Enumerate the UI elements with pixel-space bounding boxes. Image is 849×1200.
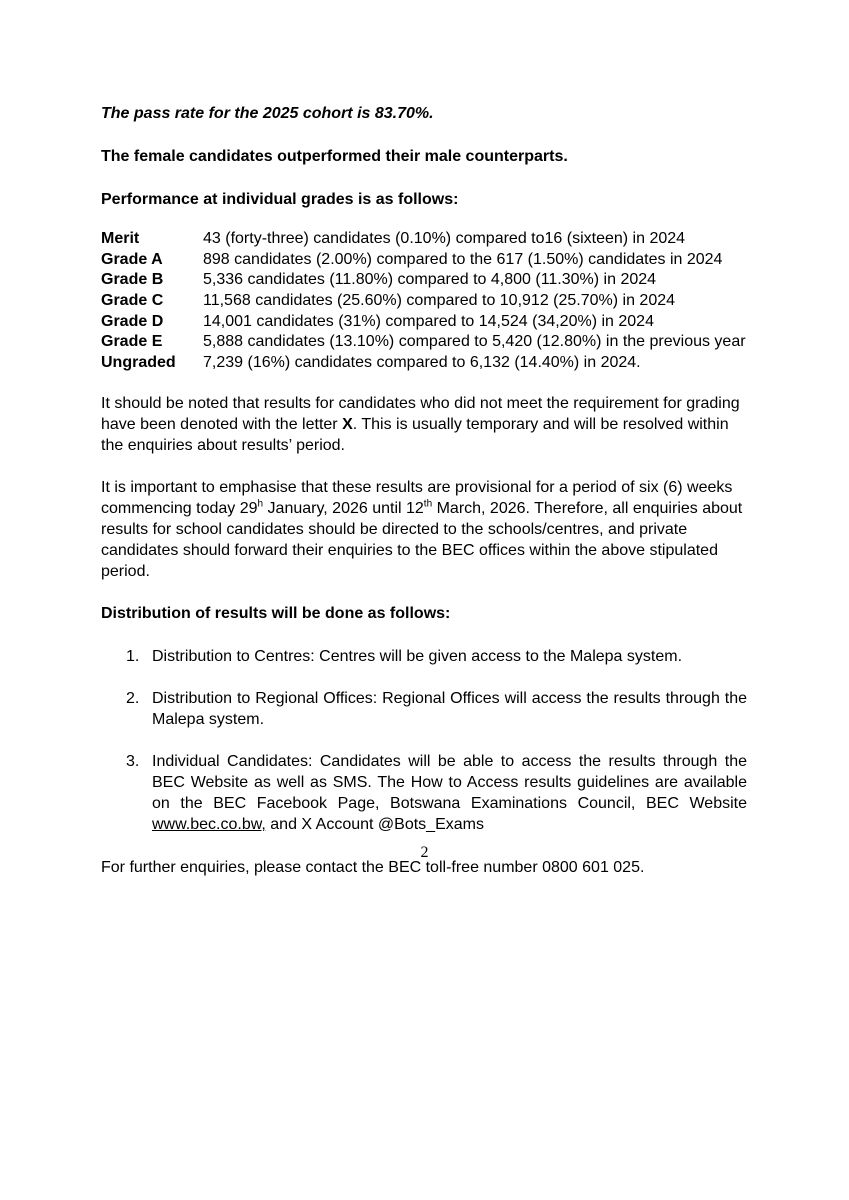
grade-row-e — [101, 331, 747, 352]
page-number: 2 — [420, 844, 429, 861]
note-x-letter: X — [342, 415, 353, 433]
list-number: 1. — [126, 647, 140, 665]
distribution-item-regional — [101, 688, 747, 730]
grade-name: Grade A — [101, 250, 163, 268]
distribution-heading: Distribution of results will be done as follows: — [101, 604, 451, 622]
grade-row-a — [101, 249, 747, 270]
list-text-tail: and X Account @Bots_Exams — [265, 815, 484, 833]
provisional-part1: It is important to emphasise that these results are provisional for a period of six (6) weeks commencing today 29 — [101, 478, 733, 517]
grades-heading: Performance at individual grades is as follows: — [101, 191, 459, 208]
grade-description: 898 candidates (2.00%) compared to the 617 (1.50%) candidates in 2024 — [203, 250, 723, 268]
grade-row-merit — [101, 228, 747, 249]
grade-row-c — [101, 290, 747, 311]
list-text: Distribution to Regional Offices: Regional Offices will access the results through the Malepa system. — [152, 689, 747, 728]
distribution-item-individual — [101, 751, 747, 835]
distribution-item-centres — [101, 646, 747, 667]
grade-description: 5,888 candidates (13.10%) compared to 5,420 (12.80%) in the previous year — [203, 333, 746, 351]
grades-table — [101, 228, 747, 373]
list-number: 3. — [126, 752, 140, 770]
provisional-sup1: h — [257, 498, 264, 510]
grade-row-ungraded — [101, 352, 747, 373]
grade-description: 7,239 (16%) candidates compared to 6,132 (14.40%) in 2024. — [203, 354, 641, 372]
bec-website-link[interactable]: www.bec.co.bw, — [152, 815, 266, 833]
grade-description: 5,336 candidates (11.80%) compared to 4,800 (11.30%) in 2024 — [203, 271, 657, 289]
grade-row-d — [101, 311, 747, 332]
distribution-list — [101, 646, 747, 835]
note-x-before: It should be noted that results for candidates who did not meet the requirement for grading have been denoted with the letter — [101, 394, 740, 433]
provisional-paragraph — [101, 477, 747, 582]
list-text-wrapper — [152, 751, 747, 835]
list-text: Individual Candidates: Candidates will be able to access the results through the BEC Website as well as SMS. The How to Access results guidelines are available on the BEC Facebook Page, Botswana Examinations Council, BEC Website — [152, 752, 747, 812]
grade-name: Grade C — [101, 292, 164, 310]
gender-statement: The female candidates outperformed their male counterparts. — [101, 148, 568, 165]
grade-name: Merit — [101, 230, 140, 247]
grade-description: 14,001 candidates (31%) compared to 14,524 (34,20%) in 2024 — [203, 312, 654, 330]
document-body — [101, 103, 747, 878]
grade-description: 43 (forty-three) candidates (0.10%) compared to16 (sixteen) in 2024 — [203, 230, 686, 247]
note-x-paragraph — [101, 393, 747, 456]
pass-rate-statement: The pass rate for the 2025 cohort is 83.70%. — [101, 105, 434, 122]
provisional-sup2: th — [423, 498, 433, 510]
list-text: Distribution to Centres: Centres will be given access to the Malepa system. — [152, 647, 683, 665]
provisional-part3: March, 2026. Therefore, all enquiries about results for school candidates should be directed to the schools/centres, and private candidates should forward their enquiries to the BEC offices within the above stipulated period. — [101, 499, 743, 580]
grade-name: Grade E — [101, 333, 163, 351]
grade-name: Grade B — [101, 271, 164, 289]
note-x-after: . This is usually temporary and will be resolved within the enquiries about results’ period. — [101, 415, 729, 454]
grade-name: Grade D — [101, 312, 164, 330]
list-number: 2. — [126, 689, 140, 707]
provisional-part2: January, 2026 until 12 — [263, 499, 424, 517]
grade-description: 11,568 candidates (25.60%) compared to 10,912 (25.70%) in 2024 — [203, 292, 676, 310]
grade-name: Ungraded — [101, 354, 176, 372]
grade-row-b — [101, 269, 747, 290]
contact-paragraph: For further enquiries, please contact the BEC toll-free number 0800 601 025. — [101, 858, 645, 876]
